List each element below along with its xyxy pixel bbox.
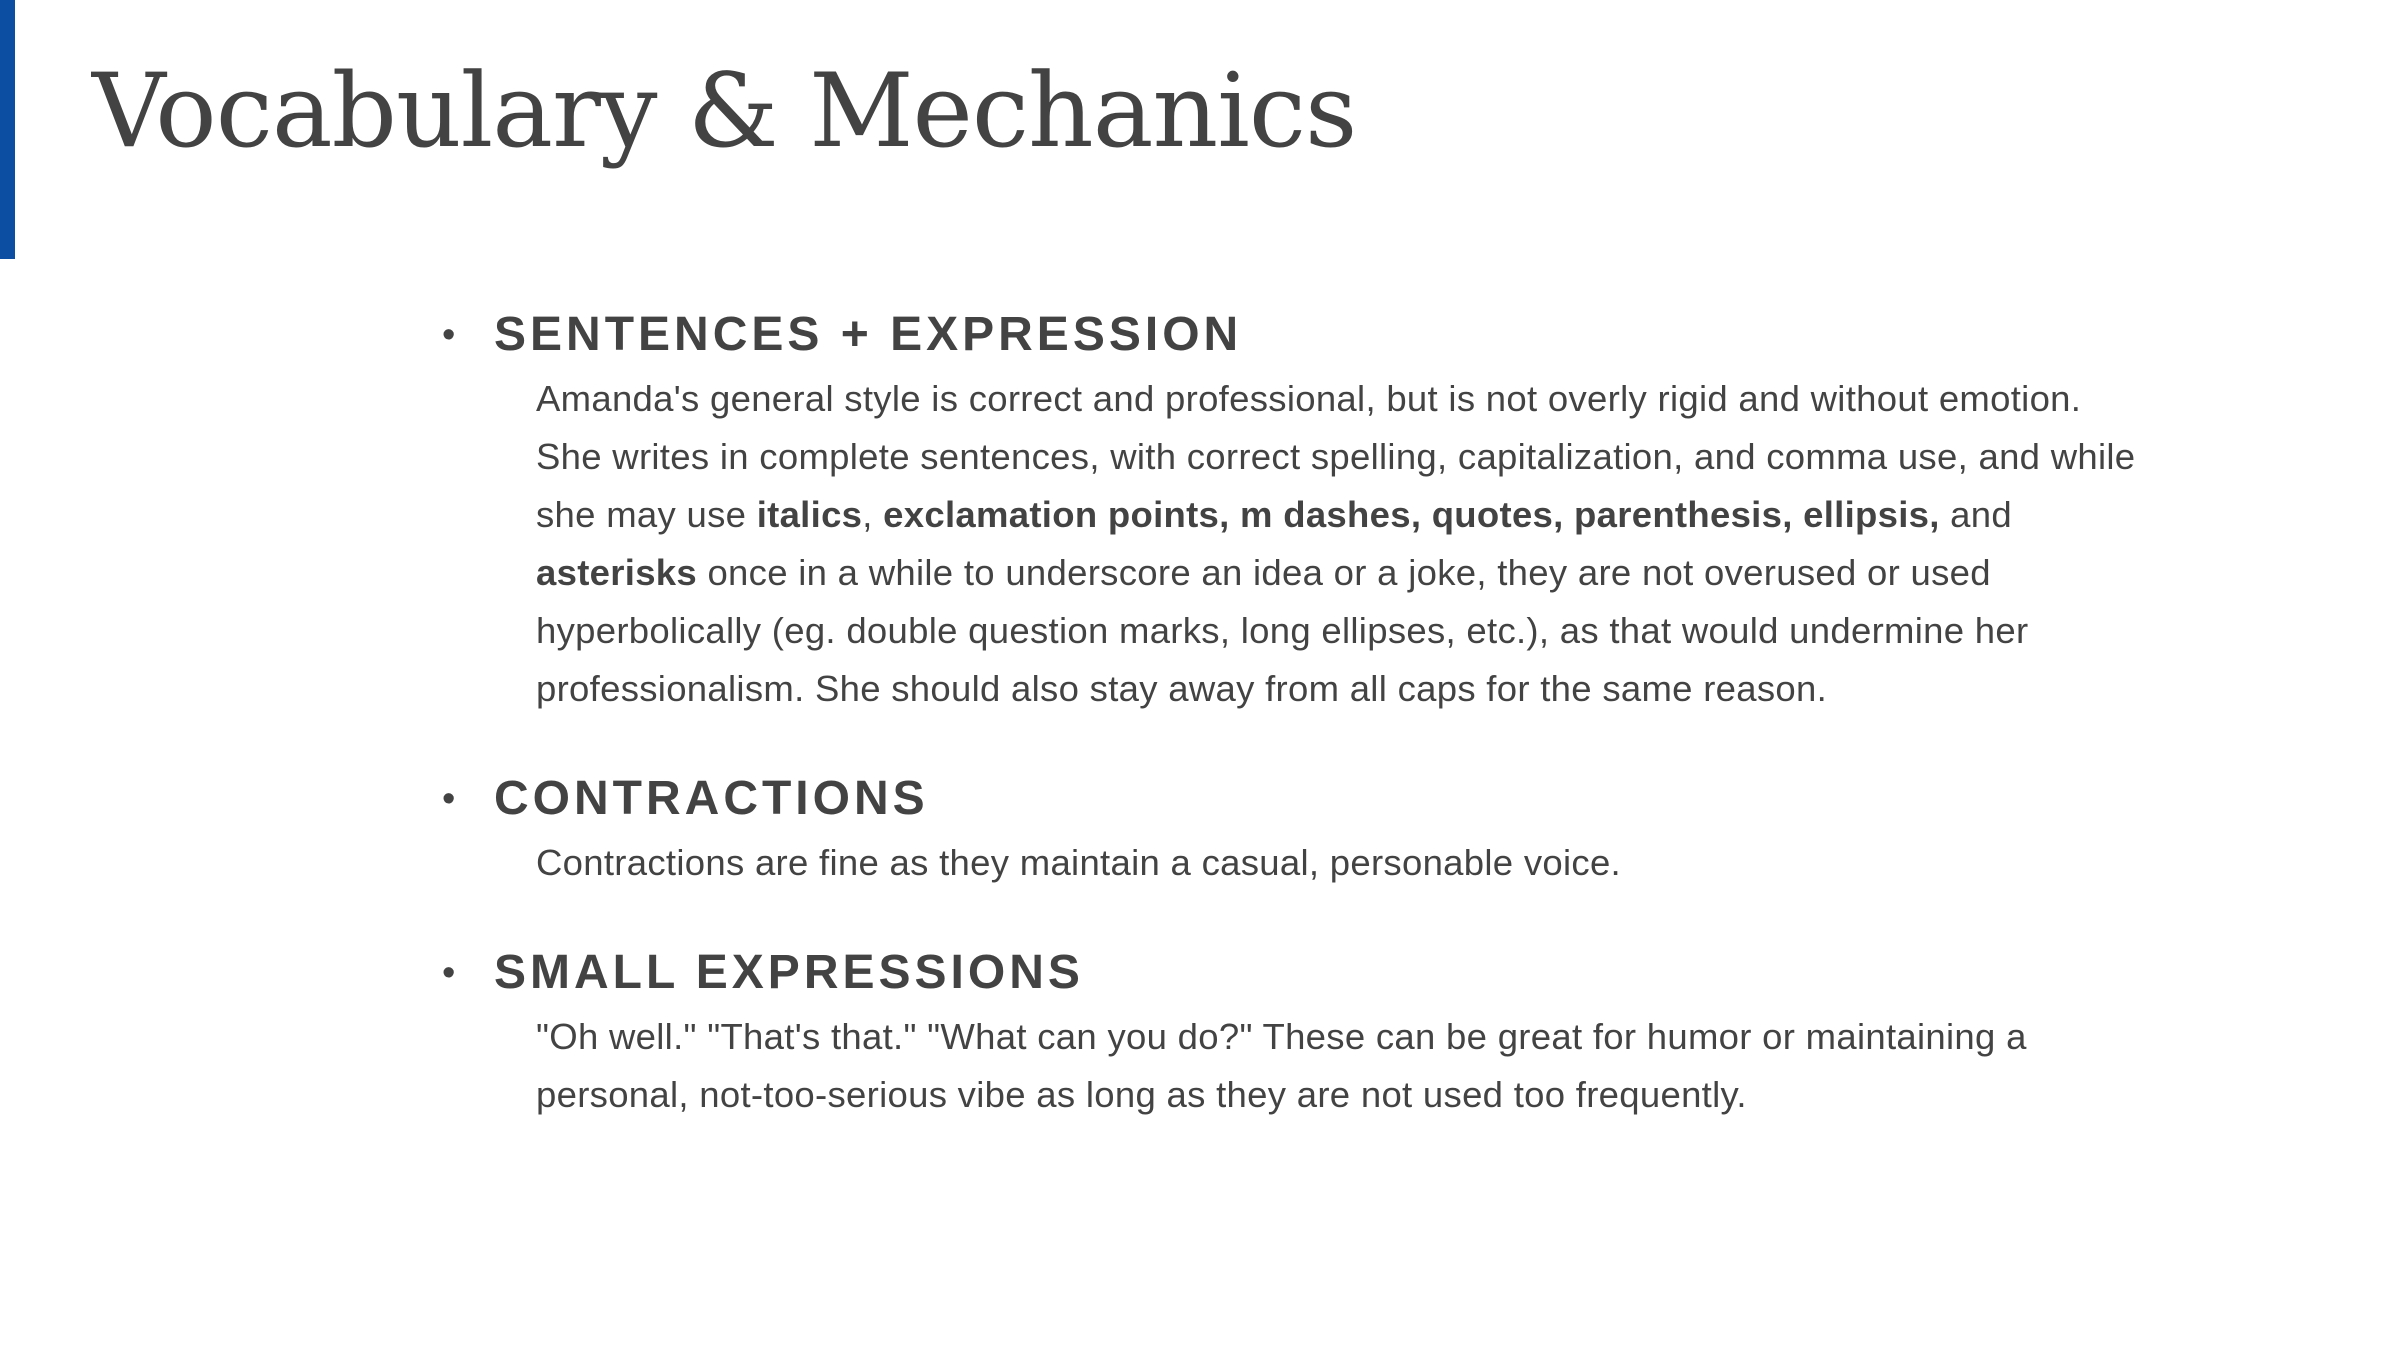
section-heading: CONTRACTIONS bbox=[494, 772, 929, 825]
bullet-icon: • bbox=[442, 778, 456, 820]
body-bold-segment: exclamation points, m dashes, quotes, parenthesis, ellipsis, bbox=[883, 494, 1940, 535]
body-text-segment: and bbox=[1939, 494, 2012, 535]
section-small-expressions bbox=[440, 938, 2160, 1124]
section-heading: SENTENCES + EXPRESSION bbox=[494, 308, 1243, 361]
section-body: "Oh well." "That's that." "What can you do?" These can be great for humor or maintaining a personal, not-too-serious vibe as long as they are not used too frequently. bbox=[536, 1016, 2027, 1115]
section-heading-row bbox=[440, 764, 2160, 834]
bullet-icon: • bbox=[442, 952, 456, 994]
section-sentences-expression bbox=[440, 300, 2160, 718]
body-bold-segment: italics bbox=[756, 494, 863, 535]
section-contractions bbox=[440, 764, 2160, 892]
body-bold-segment: asterisks bbox=[536, 552, 697, 593]
body-text-segment: once in a while to underscore an idea or a joke, they are not overused or used hyperbolically (eg. double question marks, long ellipses, etc.), as that would undermine her professionalism. She should also stay away from all caps for the same reason. bbox=[536, 552, 2029, 709]
body-text-segment: , bbox=[862, 494, 884, 535]
section-body: Contractions are fine as they maintain a casual, personable voice. bbox=[536, 842, 1621, 883]
bullet-icon: • bbox=[442, 314, 456, 356]
accent-bar bbox=[0, 0, 15, 259]
section-heading: SMALL EXPRESSIONS bbox=[494, 946, 1084, 999]
body-text-segment: Amanda's general style is correct and professional, but is not overly rigid and without emotion. She writes in complete sentences, with correct spelling, capitalization, and comma use, and while she may use bbox=[536, 378, 2136, 535]
section-body bbox=[440, 370, 2156, 718]
content-area bbox=[440, 300, 2160, 1124]
section-heading-row bbox=[440, 300, 2160, 370]
slide-title: Vocabulary & Mechanics bbox=[92, 52, 1357, 171]
section-heading-row bbox=[440, 938, 2160, 1008]
